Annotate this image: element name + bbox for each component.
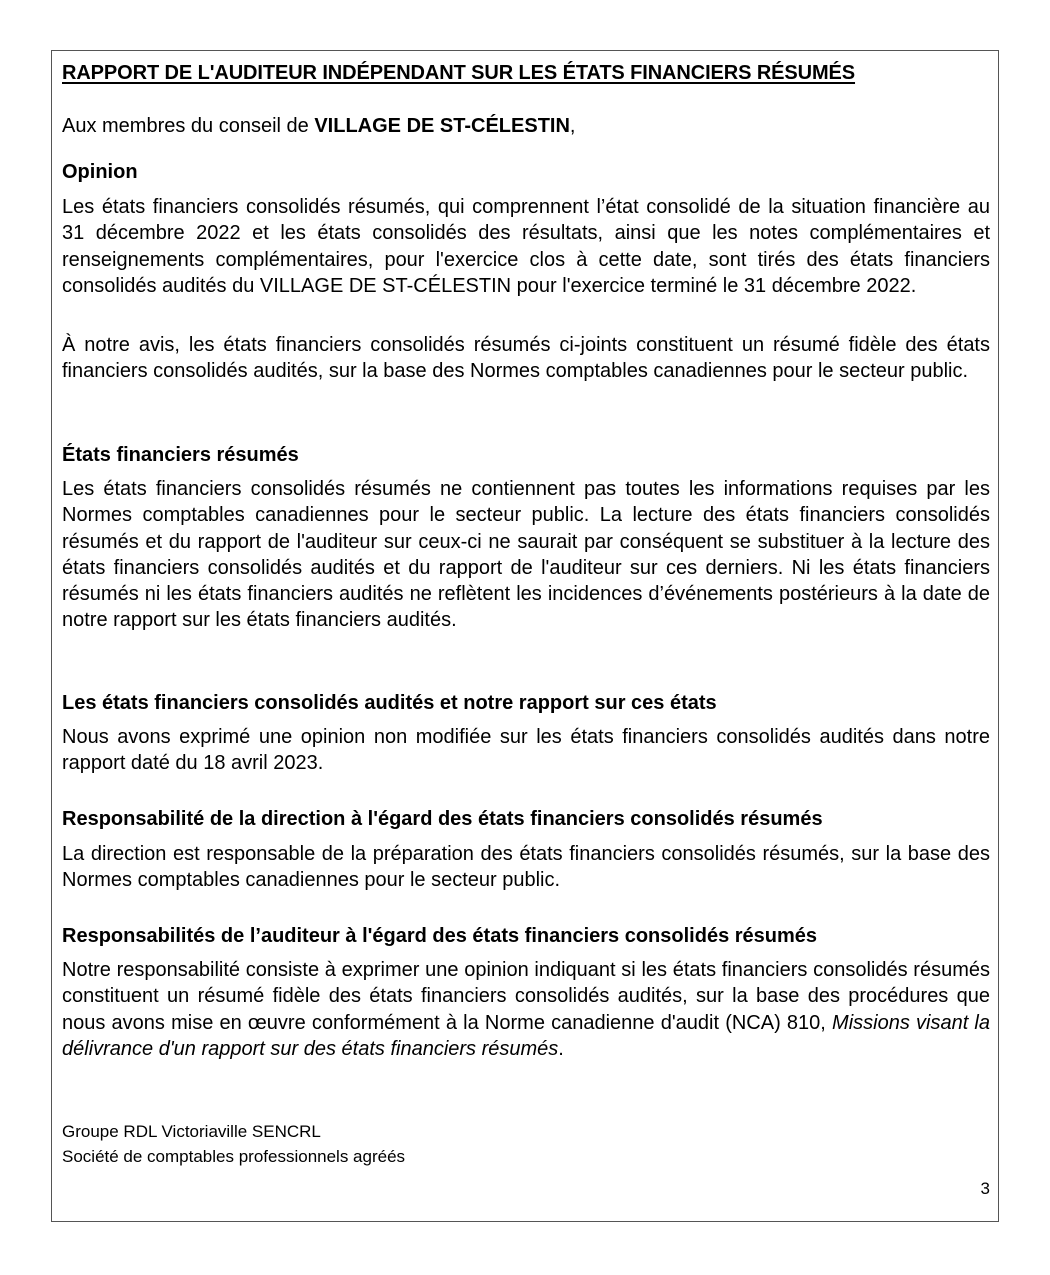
- summary-statements-paragraph: Les états financiers consolidés résumés ne contiennent pas toutes les informations requises par les Normes comptables canadiennes pour le secteur public. La lecture des états financiers consolidés résumés et du rapport de l'auditeur sur ceux-ci ne saurait par conséquent se substituer à la lecture des états financiers consolidés audités et du rapport de l'auditeur sur ces derniers. Ni les états financiers résumés ni les états financiers audités ne reflètent les incidences d’événements postérieurs à la date de notre rapport sur les états financiers audités.: [62, 478, 990, 632]
- auditor-responsibility-text: Notre responsabilité consiste à exprimer une opinion indiquant si les états financiers consolidés résumés constituent un résumé fidèle des états financiers consolidés audités, sur la base des procédures que nous avons mise en œuvre conformément à la Norme canadienne d'audit (NCA) 810,: [62, 959, 990, 1034]
- opinion-paragraph-2: À notre avis, les états financiers consolidés résumés ci-joints constituent un résumé fidèle des états financiers consolidés audités, sur la base des Normes comptables canadiennes pour le secteur public.: [62, 334, 990, 383]
- audited-statements-paragraph: Nous avons exprimé une opinion non modifiée sur les états financiers consolidés audités dans notre rapport daté du 18 avril 2023.: [62, 726, 990, 775]
- heading-management-responsibility: Responsabilité de la direction à l'égard des états financiers consolidés résumés: [62, 808, 823, 830]
- auditor-responsibility-paragraph: [62, 957, 990, 1062]
- addressee: [62, 115, 575, 138]
- auditor-responsibility-end: .: [558, 1037, 564, 1060]
- report-title: RAPPORT DE L'AUDITEUR INDÉPENDANT SUR LES ÉTATS FINANCIERS RÉSUMÉS: [62, 62, 856, 84]
- report-frame: [51, 50, 999, 1222]
- opinion-paragraph-1: Les états financiers consolidés résumés, qui comprennent l’état consolidé de la situation financière au 31 décembre 2022 et les états consolidés des résultats, ainsi que les notes complémentaires et renseignements complémentaires, pour l'exercice clos à cette date, sont tirés des états financiers consolidés audités du VILLAGE DE ST-CÉLESTIN pour l'exercice terminé le 31 décembre 2022.: [62, 196, 990, 297]
- management-responsibility-paragraph: La direction est responsable de la préparation des états financiers consolidés résumés, sur la base des Normes comptables canadiennes pour le secteur public.: [62, 843, 990, 892]
- page-number: 3: [980, 1179, 990, 1198]
- signature-block: [62, 1119, 405, 1169]
- heading-audited-statements: Les états financiers consolidés audités et notre rapport sur ces états: [62, 692, 717, 714]
- heading-auditor-responsibility: Responsabilités de l’auditeur à l'égard des états financiers consolidés résumés: [62, 925, 818, 947]
- heading-summary-statements: États financiers résumés: [62, 444, 299, 466]
- heading-opinion: Opinion: [62, 161, 138, 183]
- signature-firm: Groupe RDL Victoriaville SENCRL: [62, 1122, 321, 1141]
- addressee-prefix: Aux membres du conseil de: [62, 115, 315, 137]
- signature-description: Société de comptables professionnels agréés: [62, 1147, 406, 1166]
- auditor-responsibility-standard-title: Missions visant la délivrance d'un rapport sur des états financiers résumés: [62, 1011, 990, 1060]
- addressee-suffix: ,: [569, 115, 576, 137]
- addressee-entity: VILLAGE DE ST-CÉLESTIN: [314, 115, 570, 137]
